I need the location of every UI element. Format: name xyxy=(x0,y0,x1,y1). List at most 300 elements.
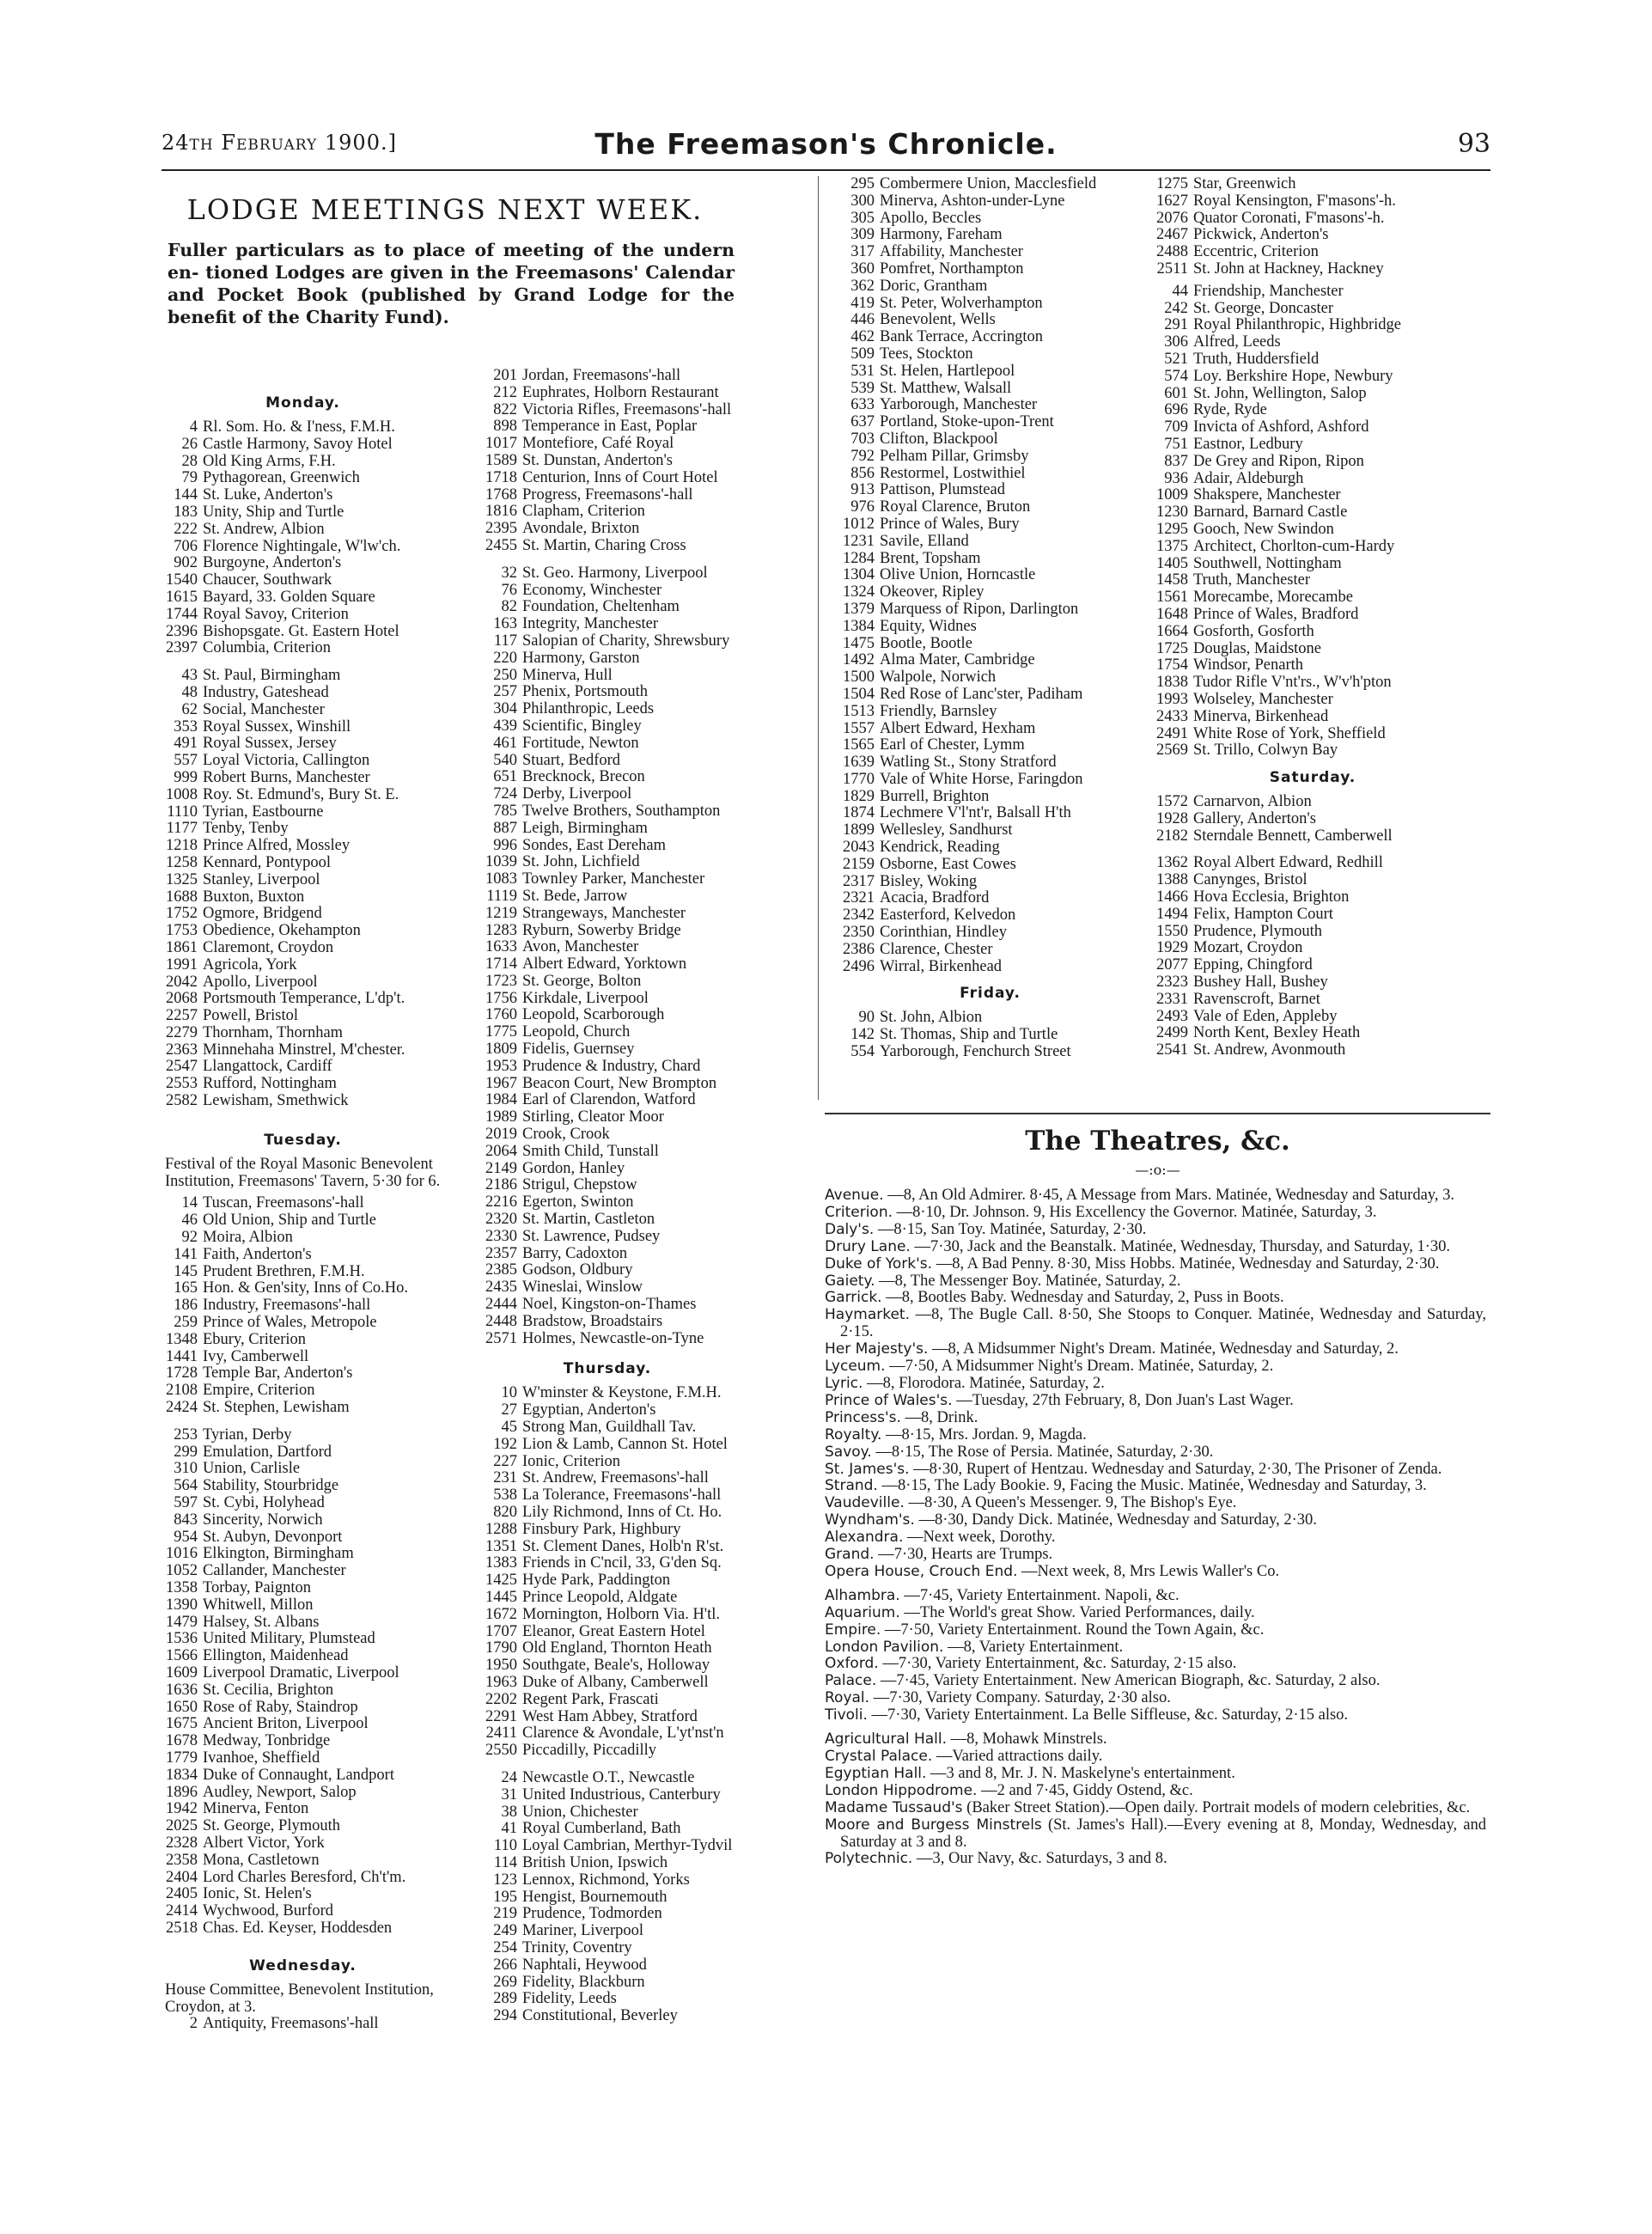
lodge-number: 201 xyxy=(493,368,517,384)
venue-name: Empire. xyxy=(825,1621,881,1639)
lodge-number: 227 xyxy=(493,1453,517,1470)
lodge-number: 250 xyxy=(493,667,517,684)
lodge-name: St. George, Bolton xyxy=(522,973,642,990)
lodge-number: 539 xyxy=(850,380,875,397)
lodge-entry xyxy=(825,857,1155,874)
lodge-entry xyxy=(825,942,1155,959)
lodge-name: United Military, Plumstead xyxy=(203,1631,375,1648)
lodge-name: Ivanhoe, Sheffield xyxy=(203,1749,320,1767)
lodge-entry xyxy=(155,1365,451,1383)
lodge-name: Rufford, Nottingham xyxy=(203,1076,337,1093)
lodge-number: 1928 xyxy=(1156,810,1188,827)
lodge-name: Union, Chichester xyxy=(522,1804,638,1821)
lodge-number: 856 xyxy=(850,465,875,482)
lodge-name: Lion & Lamb, Cannon St. Hotel xyxy=(522,1436,728,1453)
lodge-number: 2386 xyxy=(843,941,875,958)
lodge-name: Kendrick, Reading xyxy=(880,839,1000,857)
lodge-entry xyxy=(457,1889,758,1907)
lodge-entry xyxy=(457,1402,758,1419)
lodge-number: 2414 xyxy=(166,1903,198,1920)
lodge-name: Duke of Connaught, Landport xyxy=(203,1767,394,1784)
lodge-name: Portsmouth Temperance, L'dp't. xyxy=(203,991,405,1008)
theatre-entry xyxy=(825,1341,1486,1358)
day-heading-tuesday: Tuesday. xyxy=(264,1131,342,1149)
lodge-name: Royal Kensington, F'masons'-h. xyxy=(1193,192,1396,210)
lodge-entry xyxy=(457,1906,758,1923)
lodge-name: Holmes, Newcastle-on-Tyne xyxy=(522,1330,704,1347)
lodge-name: Fortitude, Newton xyxy=(522,735,639,752)
lodge-entry xyxy=(155,1716,451,1733)
lodge-name: Moira, Albion xyxy=(203,1230,293,1247)
venue-name: Egyptian Hall. xyxy=(825,1764,927,1782)
lodge-number: 2433 xyxy=(1156,708,1188,725)
lodge-entry xyxy=(1132,436,1493,454)
lodge-number: 1993 xyxy=(1156,691,1188,708)
lodge-name: Lennox, Richmond, Yorks xyxy=(522,1871,690,1889)
venue-name: Moore and Burgess Minstrels xyxy=(825,1816,1042,1834)
lodge-entry xyxy=(457,599,758,616)
lodge-number: 1639 xyxy=(843,754,875,772)
lodge-number: 2569 xyxy=(1156,742,1188,760)
venue-name: Haymarket. xyxy=(825,1306,910,1324)
lodge-number: 996 xyxy=(493,837,517,854)
lodge-name: Salopian of Charity, Shrewsbury xyxy=(522,632,730,650)
lodge-name: Mornington, Holborn Via. H'tl. xyxy=(522,1606,721,1623)
theatres-rule xyxy=(825,1113,1490,1114)
lodge-name: Phenix, Portsmouth xyxy=(522,684,648,701)
lodge-number: 1790 xyxy=(485,1640,517,1657)
theatre-entry xyxy=(825,1444,1486,1462)
venue-programme: —8·15, San Toy. Matinée, Saturday, 2·30. xyxy=(877,1220,1147,1238)
lodge-number: 1834 xyxy=(166,1767,198,1784)
lodge-entry xyxy=(457,888,758,906)
venue-programme: —8, An Old Admirer. 8·45, A Message from Mars. Matinée, Wednesday and Saturday, 3. xyxy=(887,1187,1454,1204)
lodge-name: Kirkdale, Liverpool xyxy=(522,990,649,1007)
lodge-name: Halsey, St. Albans xyxy=(203,1614,320,1631)
lodge-number: 462 xyxy=(850,329,875,346)
lodge-number: 46 xyxy=(181,1212,198,1230)
lodge-number: 1809 xyxy=(485,1041,517,1059)
lodge-name: Piccadilly, Piccadilly xyxy=(522,1743,657,1760)
lodge-name: Jordan, Freemasons'-hall xyxy=(522,368,681,384)
lodge-number: 540 xyxy=(493,752,517,769)
lodge-entry xyxy=(825,907,1155,925)
lodge-entry xyxy=(1132,641,1493,658)
lodge-name: Minnehaha Minstrel, M'chester. xyxy=(203,1041,405,1059)
lodge-name: Brecknock, Brecon xyxy=(522,769,645,786)
lodge-entry xyxy=(457,616,758,633)
lodge-number: 353 xyxy=(174,718,198,736)
lodge-number: 574 xyxy=(1164,368,1188,385)
lodge-name: Earl of Chester, Lymm xyxy=(880,737,1025,754)
lodge-entry xyxy=(155,1230,451,1247)
lodge-name: Progress, Freemasons'-hall xyxy=(522,486,693,504)
lodge-entry xyxy=(155,419,451,436)
lodge-name: Fidelis, Guernsey xyxy=(522,1041,635,1059)
lodge-entry xyxy=(825,687,1155,704)
venue-name: Strand. xyxy=(825,1477,878,1495)
lodge-entry xyxy=(825,669,1155,687)
lodge-number: 27 xyxy=(501,1402,517,1419)
lodge-entry xyxy=(155,1461,451,1478)
lodge-entry xyxy=(457,1539,758,1556)
lodge-entry xyxy=(825,363,1155,381)
lodge-number: 837 xyxy=(1164,453,1188,470)
lodge-entry xyxy=(155,1059,451,1076)
lodge-name: Harmony, Fareham xyxy=(880,227,1003,244)
lodge-name: Leopold, Church xyxy=(522,1024,631,1041)
lodge-entry xyxy=(457,385,758,402)
lodge-entry xyxy=(155,1444,451,1462)
lodge-number: 2182 xyxy=(1156,827,1188,845)
lodge-number: 1768 xyxy=(485,486,517,504)
lodge-name: Alfred, Leeds xyxy=(1193,334,1281,351)
lodge-number: 1953 xyxy=(485,1058,517,1075)
lodge-name: Okeover, Ripley xyxy=(880,584,984,601)
lodge-name: Unity, Ship and Turtle xyxy=(203,504,344,521)
lodge-name: Royal Cumberland, Bath xyxy=(522,1821,681,1838)
lodge-entry xyxy=(155,1682,451,1700)
lodge-entry xyxy=(155,1529,451,1547)
lodge-entry xyxy=(155,1025,451,1042)
theatre-entry xyxy=(825,1547,1486,1564)
lodge-number: 1650 xyxy=(166,1699,198,1716)
lodge-name: Thornham, Thornham xyxy=(203,1024,344,1041)
lodge-entry xyxy=(457,786,758,803)
lodge-number: 2582 xyxy=(166,1093,198,1110)
lodge-number: 1942 xyxy=(166,1801,198,1818)
day-heading-wednesday: Wednesday. xyxy=(249,1956,357,1975)
theatre-entry xyxy=(825,1478,1486,1495)
lodge-entry xyxy=(1132,334,1493,351)
lodge-entry xyxy=(155,1546,451,1563)
venue-name: Wyndham's. xyxy=(825,1511,915,1529)
lodge-entry xyxy=(457,1522,758,1539)
lodge-number: 2328 xyxy=(166,1834,198,1852)
theatre-entry xyxy=(825,1205,1486,1222)
lodge-number: 2396 xyxy=(166,623,198,640)
lodge-entry xyxy=(155,539,451,556)
lodge-name: St. Andrew, Freemasons'-hall xyxy=(522,1470,709,1487)
lodge-number: 709 xyxy=(1164,419,1188,436)
lodge-name: Scientific, Bingley xyxy=(522,717,642,735)
lodge-entry xyxy=(457,871,758,888)
lodge-entry xyxy=(1132,351,1493,369)
lodge-entry xyxy=(457,1470,758,1487)
lodge-name: Prudent Brethren, F.M.H. xyxy=(203,1263,365,1280)
lodge-entry xyxy=(155,855,451,872)
lodge-name: Bushey Hall, Bushey xyxy=(1193,974,1328,992)
lodge-entry xyxy=(1132,709,1493,726)
lodge-number: 633 xyxy=(850,397,875,414)
lodge-number: 1991 xyxy=(166,956,198,974)
lodge-name: Star, Greenwich xyxy=(1193,176,1296,192)
lodge-entry xyxy=(457,418,758,436)
lodge-number: 1707 xyxy=(485,1623,517,1640)
lodge-entry xyxy=(155,1512,451,1529)
lodge-entry xyxy=(155,1212,451,1230)
lodge-number: 902 xyxy=(174,555,198,572)
lodge-entry xyxy=(1132,176,1493,193)
lodge-name: St. George, Doncaster xyxy=(1193,300,1334,317)
page-number: 93 xyxy=(1457,129,1490,159)
lodge-entry xyxy=(457,923,758,940)
lodge-number: 192 xyxy=(493,1436,517,1453)
lodge-entry xyxy=(825,822,1155,839)
lodge-name: Economy, Winchester xyxy=(522,582,662,599)
venue-programme: —8, A Bad Penny. 8·30, Miss Hobbs. Matinée, Wednesday and Saturday, 2·30. xyxy=(936,1254,1440,1273)
lodge-entry xyxy=(155,838,451,855)
lodge-entry xyxy=(1132,924,1493,941)
lodge-number: 1779 xyxy=(166,1749,198,1767)
lodge-number: 2323 xyxy=(1156,974,1188,992)
lodge-entry xyxy=(825,551,1155,568)
lodge-entry xyxy=(155,1665,451,1682)
lodge-name: Sondes, East Dereham xyxy=(522,837,666,854)
lodge-entry xyxy=(825,397,1155,414)
lodge-number: 186 xyxy=(174,1297,198,1315)
lodge-entry xyxy=(457,668,758,685)
lodge-name: Apollo, Beccles xyxy=(880,210,982,227)
lodge-entry xyxy=(457,1607,758,1624)
day-heading-monday: Monday. xyxy=(265,394,340,412)
lodge-name: Royal Sussex, Jersey xyxy=(203,736,337,753)
lodge-entry xyxy=(155,1008,451,1025)
lodge-entry xyxy=(825,567,1155,584)
lodge-name: Medway, Tonbridge xyxy=(203,1733,331,1750)
lodge-number: 2042 xyxy=(166,974,198,991)
tuesday-note: Festival of the Royal Masonic Benevolent Institution, Freemasons' Tavern, 5·30 for 6. xyxy=(165,1155,441,1190)
lodge-entry xyxy=(1132,589,1493,607)
lodge-name: Alma Mater, Cambridge xyxy=(880,652,1035,669)
lodge-name: Mozart, Croydon xyxy=(1193,940,1303,957)
lodge-entry xyxy=(155,702,451,719)
lodge-name: Liverpool Dramatic, Liverpool xyxy=(203,1664,399,1682)
lodge-name: Southgate, Beale's, Holloway xyxy=(522,1657,710,1675)
lodge-name: Royal Albert Edward, Redhill xyxy=(1193,855,1383,872)
lodge-number: 1963 xyxy=(485,1674,517,1691)
lodge-entry xyxy=(825,296,1155,313)
lodge-number: 1012 xyxy=(843,516,875,533)
lodge-name: Industry, Gateshead xyxy=(203,684,329,701)
lodge-entry xyxy=(1132,692,1493,709)
lodge-name: Benevolent, Wells xyxy=(880,312,996,329)
lodge-entry xyxy=(1132,811,1493,828)
venue-programme: —7·45, Variety Entertainment. Napoli, &c. xyxy=(904,1586,1180,1604)
lodge-entry xyxy=(155,923,451,940)
lodge-entry xyxy=(155,1280,451,1297)
lodge-name: Pattison, Plumstead xyxy=(880,482,1005,499)
lodge-entry xyxy=(457,1725,758,1743)
lodge-entry xyxy=(155,572,451,589)
lodge-name: Wirral, Birkenhead xyxy=(880,958,1003,975)
lodge-entry xyxy=(155,753,451,770)
lodge-number: 1425 xyxy=(485,1572,517,1590)
lodge-number: 1110 xyxy=(167,803,198,821)
lodge-entry xyxy=(457,1640,758,1657)
lodge-entry xyxy=(457,1555,758,1572)
theatre-entry xyxy=(825,1393,1486,1410)
lodge-entry xyxy=(155,974,451,992)
lodge-name: Carnarvon, Albion xyxy=(1193,794,1312,811)
lodge-entry xyxy=(155,1886,451,1903)
lodge-name: Derby, Liverpool xyxy=(522,786,632,803)
lodge-entry xyxy=(155,470,451,487)
lodge-entry xyxy=(155,454,451,471)
lodge-name: Ionic, Criterion xyxy=(522,1453,621,1470)
venue-name: Alexandra. xyxy=(825,1529,904,1547)
lodge-number: 637 xyxy=(850,414,875,431)
lodge-name: Marquess of Ripon, Darlington xyxy=(880,601,1079,618)
lodge-entry xyxy=(457,854,758,871)
lodge-number: 219 xyxy=(493,1906,517,1923)
lodge-number: 306 xyxy=(1164,334,1188,351)
lodge-number: 419 xyxy=(850,295,875,312)
lodge-number: 1230 xyxy=(1156,504,1188,522)
lodge-name: Southwell, Nottingham xyxy=(1193,555,1342,572)
lodge-entry xyxy=(155,504,451,522)
lodge-entry xyxy=(825,193,1155,211)
venue-programme: —Next week, 8, Mrs Lewis Waller's Co. xyxy=(1021,1562,1280,1580)
lodge-name: La Tolerance, Freemasons'-hall xyxy=(522,1487,722,1505)
lodge-number: 299 xyxy=(174,1444,198,1461)
lodge-name: Minerva, Fenton xyxy=(203,1801,309,1818)
theatre-entry xyxy=(825,1239,1486,1256)
lodge-name: Clifton, Blackpool xyxy=(880,430,998,448)
lodge-number: 1899 xyxy=(843,822,875,839)
lodge-number: 1672 xyxy=(485,1606,517,1623)
lodge-number: 2257 xyxy=(166,1008,198,1025)
lodge-entry xyxy=(155,1332,451,1349)
venue-name: Avenue. xyxy=(825,1187,884,1204)
venue-programme: —7·30, Variety Company. Saturday, 2·30 also. xyxy=(873,1689,1171,1707)
lodge-entry xyxy=(825,619,1155,636)
theatre-entry xyxy=(825,1222,1486,1239)
lodge-entry xyxy=(825,805,1155,822)
lodge-entry xyxy=(1132,301,1493,318)
lodge-entry xyxy=(825,754,1155,772)
lodge-number: 1375 xyxy=(1156,538,1188,555)
venue-programme: —Next week, Dorothy. xyxy=(907,1529,1056,1547)
lodge-name: Pomfret, Northampton xyxy=(880,260,1024,278)
theatre-entry xyxy=(825,1731,1486,1749)
theatre-entry xyxy=(825,1707,1486,1724)
lodge-entry xyxy=(1132,284,1493,301)
lodge-name: Pelham Pillar, Grimsby xyxy=(880,448,1029,465)
lodge-name: Callander, Manchester xyxy=(203,1563,346,1580)
lodge-name: Claremont, Croydon xyxy=(203,939,334,956)
lodge-number: 1231 xyxy=(843,533,875,550)
venue-name: Alhambra. xyxy=(825,1586,900,1604)
lodge-name: Hon. & Gen'sity, Inns of Co.Ho. xyxy=(203,1280,409,1297)
lodge-name: Lechmere V'l'nt'r, Balsall H'th xyxy=(880,805,1071,822)
lodge-name: St. Martin, Charing Cross xyxy=(522,537,686,554)
lodge-entry xyxy=(155,1767,451,1785)
lodge-entry xyxy=(155,1870,451,1887)
lodge-entry xyxy=(825,176,1155,193)
lodge-name: Leopold, Scarborough xyxy=(522,1007,665,1024)
lodge-number: 887 xyxy=(493,820,517,837)
lodge-name: Friendly, Barnsley xyxy=(880,703,997,720)
lodge-number: 2068 xyxy=(166,991,198,1008)
lodge-number: 2547 xyxy=(166,1059,198,1076)
lodge-name: Friends in C'ncil, 33, G'den Sq. xyxy=(522,1555,722,1572)
lodge-number: 822 xyxy=(493,401,517,418)
lodge-entry xyxy=(457,956,758,974)
venue-name: Royal. xyxy=(825,1689,870,1707)
lodge-number: 1348 xyxy=(166,1331,198,1348)
lodge-entry xyxy=(457,1177,758,1194)
lodge-number: 785 xyxy=(493,803,517,820)
lodge-name: Brent, Topsham xyxy=(880,550,981,567)
lodge-entry xyxy=(457,803,758,821)
lodge-number: 145 xyxy=(174,1263,198,1280)
lodge-entry xyxy=(1132,386,1493,403)
lodge-number: 1362 xyxy=(1156,855,1188,872)
venue-programme: —8·15, The Rose of Persia. Matinée, Saturday, 2·30. xyxy=(875,1443,1214,1461)
lodge-number: 300 xyxy=(850,192,875,210)
lodge-number: 1445 xyxy=(485,1589,517,1606)
theatres-title: The Theatres, &c. xyxy=(1025,1126,1290,1157)
lodge-name: Osborne, East Cowes xyxy=(880,856,1016,873)
lodge-name: Truth, Huddersfield xyxy=(1193,351,1320,368)
lodge-name: Union, Carlisle xyxy=(203,1461,301,1478)
lodge-number: 491 xyxy=(174,736,198,753)
venue-name: Oxford. xyxy=(825,1655,879,1673)
lodge-name: Red Rose of Lanc'ster, Padiham xyxy=(880,686,1083,703)
lodge-entry xyxy=(155,1631,451,1648)
lodge-name: Townley Parker, Manchester xyxy=(522,871,705,888)
lodge-entry xyxy=(457,583,758,600)
lodge-name: Canynges, Bristol xyxy=(1193,872,1308,889)
lodge-name: St. Trillo, Colwyn Bay xyxy=(1193,742,1338,760)
lodge-entry xyxy=(155,1093,451,1110)
lodge-number: 2553 xyxy=(166,1076,198,1093)
lodge-name: Portland, Stoke-upon-Trent xyxy=(880,414,1054,431)
lodge-name: Naphtali, Heywood xyxy=(522,1956,647,1974)
lodge-number: 291 xyxy=(1164,317,1188,334)
lodge-entry xyxy=(155,1427,451,1444)
lodge-number: 38 xyxy=(501,1804,517,1821)
lodge-name: Prince of Wales, Metropole xyxy=(203,1315,377,1332)
lodge-number: 1565 xyxy=(843,737,875,754)
lodge-name: Montefiore, Café Royal xyxy=(522,436,674,453)
lodge-entry xyxy=(825,278,1155,296)
lodge-number: 439 xyxy=(493,717,517,735)
lodge-entry xyxy=(1132,906,1493,924)
lodge-entry xyxy=(1132,402,1493,419)
venue-programme: —8·30, A Queen's Messenger. 9, The Bishop's Eye. xyxy=(908,1494,1237,1512)
lodge-number: 1351 xyxy=(485,1538,517,1555)
lodge-entry xyxy=(457,1041,758,1059)
lodge-name: Ebury, Criterion xyxy=(203,1331,307,1348)
lodge-number: 1479 xyxy=(166,1614,198,1631)
lodge-entry xyxy=(457,1709,758,1726)
lodge-entry xyxy=(155,872,451,889)
lodge-name: Combermere Union, Macclesfield xyxy=(880,176,1097,192)
lodge-entry xyxy=(825,329,1155,346)
lodge-name: Restormel, Lostwithiel xyxy=(880,465,1026,482)
theatres-ornament: —:o:— xyxy=(1135,1162,1180,1178)
venue-name: Agricultural Hall. xyxy=(825,1730,948,1749)
lodge-entry xyxy=(155,736,451,753)
lodge-name: Yarborough, Manchester xyxy=(880,397,1038,414)
venue-programme: —8, Mohawk Minstrels. xyxy=(950,1730,1107,1749)
lodge-entry xyxy=(825,839,1155,857)
lodge-entry xyxy=(155,770,451,787)
lodge-number: 1258 xyxy=(166,854,198,871)
lodge-number: 597 xyxy=(174,1495,198,1512)
